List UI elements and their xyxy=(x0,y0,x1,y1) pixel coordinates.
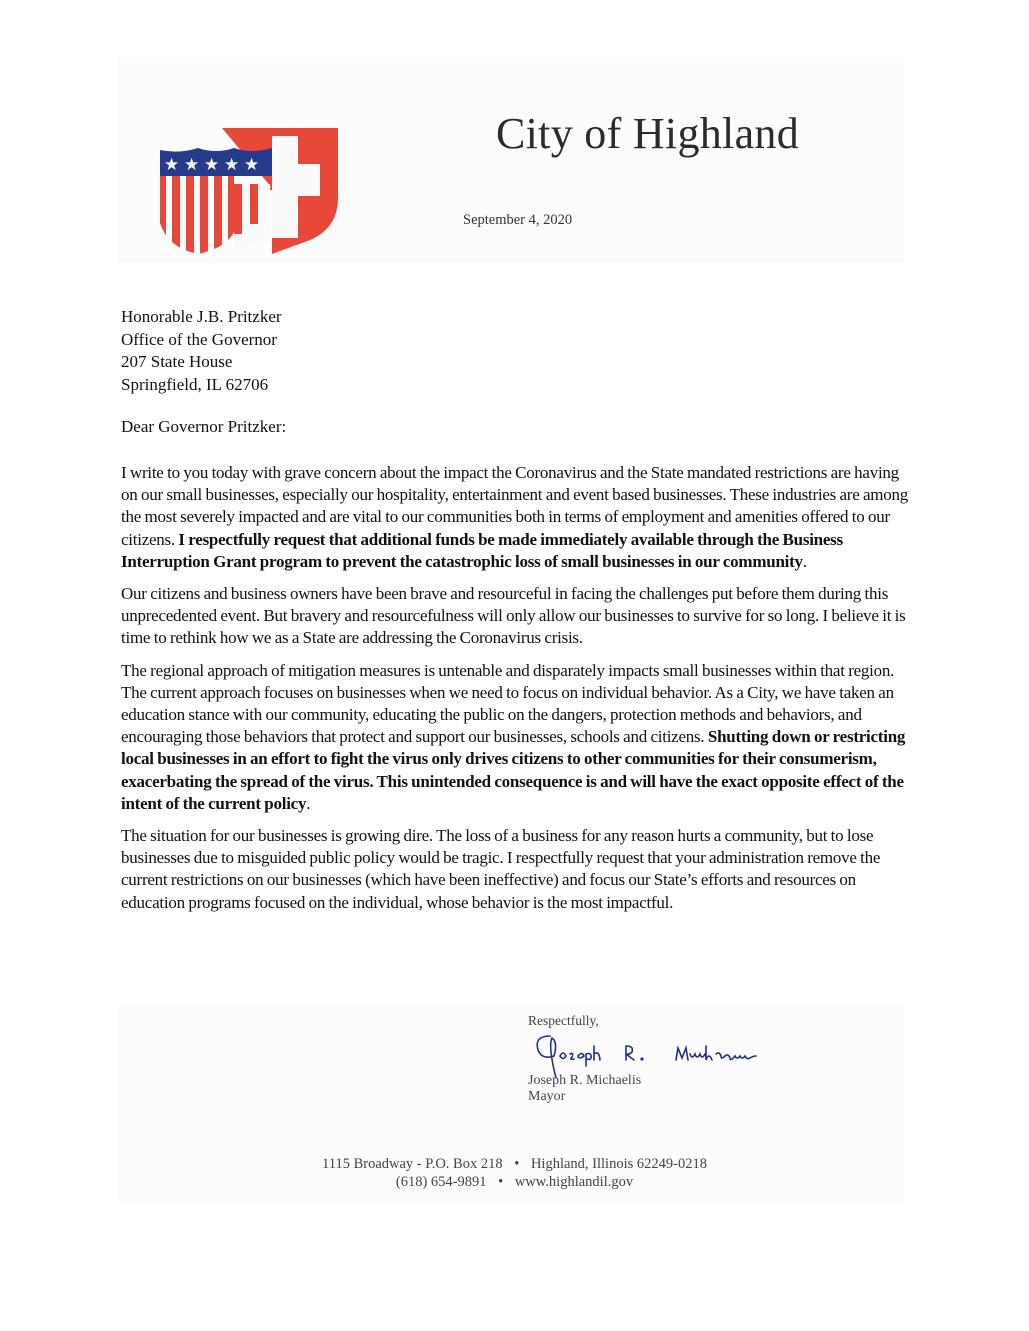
recipient-office: Office of the Governor xyxy=(121,329,277,349)
recipient-city-state-zip: Springfield, IL 62706 xyxy=(121,374,269,394)
city-state-zip: Highland, Illinois 62249-0218 xyxy=(530,1156,707,1172)
footer-address-line xyxy=(0,1156,1029,1173)
signature-icon xyxy=(528,1032,778,1078)
bullet-separator: • xyxy=(498,1174,504,1190)
signer-name: Joseph R. Michaelis xyxy=(528,1073,642,1088)
street-po-box: 1115 Broadway - P.O. Box 218 xyxy=(322,1156,503,1172)
recipient-street: 207 State House xyxy=(121,352,233,371)
letter-date: September 4, 2020 xyxy=(463,212,573,228)
svg-text:★: ★ xyxy=(164,155,180,175)
letter-body xyxy=(121,462,913,924)
paragraph-text: I write to you today with grave concern about the impact the Coronavirus and the State mandated restrictions are having on our small businesses, especially our hospitality, entertainment and event based businesses. These industries are among the most severely impacted and are vital to our communities both in terms of employment and amenities offered to our citizens. xyxy=(121,463,909,549)
svg-text:★: ★ xyxy=(184,155,200,175)
body-paragraph xyxy=(121,825,913,914)
recipient-address-block xyxy=(121,306,282,396)
city-crest-icon xyxy=(160,128,340,256)
city-name-heading: City of Highland xyxy=(496,109,800,158)
svg-text:★: ★ xyxy=(204,155,220,175)
phone-number: (618) 654-9891 xyxy=(395,1174,487,1190)
body-paragraph xyxy=(121,660,913,815)
body-paragraph xyxy=(121,462,913,573)
svg-text:★: ★ xyxy=(224,155,240,175)
paragraph-text: The situation for our businesses is growing dire. The loss of a business for any reason hurts a community, but to lose businesses due to misguided public policy would be tragic. I respectfully request that your administration remove the current restrictions on our businesses (which have been ineffective) and focus our State’s efforts and resources on education programs focused on the individual, whose behavior is the most impactful. xyxy=(121,826,881,912)
body-paragraph xyxy=(121,583,913,650)
paragraph-emphasis: I respectfully request that additional funds be made immediately available through the Business Interruption Grant program to prevent the catastrophic loss of small businesses in our community xyxy=(121,529,843,571)
bullet-separator: • xyxy=(514,1156,520,1172)
paragraph-text: Our citizens and business owners have been brave and resourceful in facing the challenges put before them during this unprecedented event. But bravery and resourcefulness will only allow our businesses to survive for so long. I believe it is time to rethink how we as a State are addressing the Coronavirus crisis. xyxy=(121,584,906,648)
recipient-name: Honorable J.B. Pritzker xyxy=(121,307,282,326)
valediction: Respectfully, xyxy=(528,1013,599,1028)
paragraph-tail: . xyxy=(802,551,807,571)
website-link[interactable]: www.highlandil.gov xyxy=(514,1174,634,1190)
paragraph-tail: . xyxy=(306,793,311,813)
paragraph-emphasis: Shutting down or restricting local businesses in an effort to fight the virus only drives citizens to other communities for their consumerism, exacerbating the spread of the virus. This unintended consequence is and will have the exact opposite effect of the intent of the current policy xyxy=(121,727,906,813)
salutation: Dear Governor Pritzker: xyxy=(121,417,287,436)
svg-text:★: ★ xyxy=(244,155,260,175)
footer-contact-line xyxy=(0,1174,1029,1191)
paragraph-text: The regional approach of mitigation measures is untenable and disparately impacts small businesses within that region. The current approach focuses on businesses when we need to focus on individual behavior. As a City, we have taken an education stance with our community, educating the public on the dangers, protection methods and behaviors, and encouraging those behaviors that protect and support our businesses, schools and citizens. xyxy=(121,660,895,747)
signer-title: Mayor xyxy=(528,1089,566,1104)
